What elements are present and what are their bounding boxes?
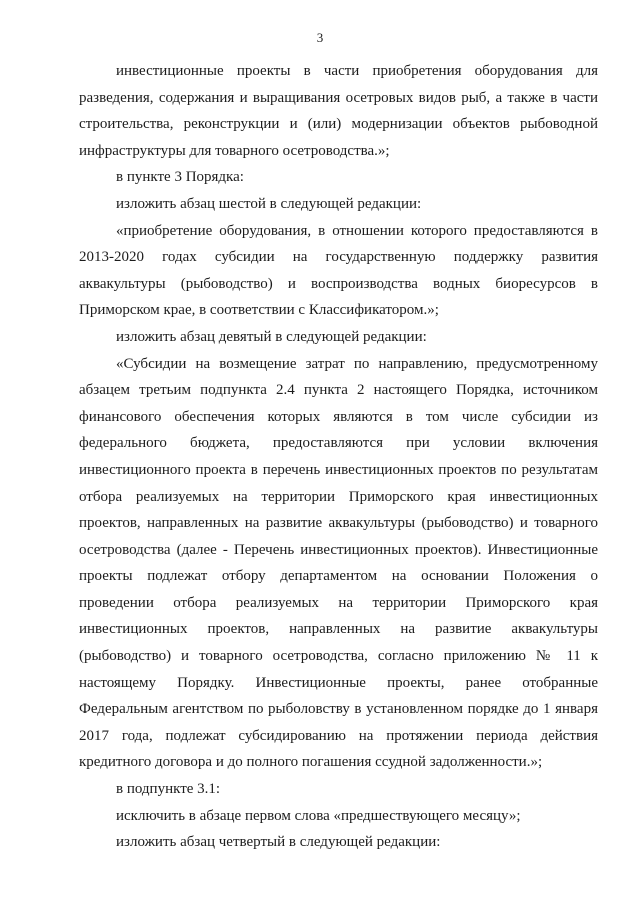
paragraph-subsidies-reimbursement: «Субсидии на возмещение затрат по направлению, предусмотренному абзацем третьим подпункта 2.4 пункта 2 настоящего Порядка, источником финансового обеспечения которых являются в том числе субсидии из федерального бюджета, предоставляются при условии включения инвестиционного проекта в перечень инвестиционных проектов по результатам отбора реализуемых на территории Приморского края инвестиционных проектов, направленных на развитие аквакультуры (рыбоводство) и товарного осетроводства (далее - Перечень инвестиционных проектов). Инвестиционные проекты подлежат отбору департаментом на основании Положения о проведении отбора реализуемых на территории Приморского края инвестиционных проектов, направленных на развитие аквакультуры (рыбоводство) и товарного осетроводства, согласно приложению № 11 к настоящему Порядку. Инвестиционные проекты, ранее отобранные Федеральным агентством по рыболовству в установленном порядке до 1 января 2017 года, подлежат субсидированию на протяжении периода действия кредитного договора и до полного погашения ссудной задолженности.»;	[79, 355, 598, 771]
paragraph-point-3-heading: в пункте 3 Порядка:	[116, 169, 244, 186]
paragraph-investment-projects: инвестиционные проекты в части приобретения оборудования для разведения, содержания и выращивания осетровых видов рыб, а также в части строительства, реконструкции и (или) модернизации объектов рыбоводной инфраструктуры для товарного осетроводства.»;	[79, 63, 598, 159]
document-body	[79, 58, 598, 856]
paragraph-sixth-abzac-instruction: изложить абзац шестой в следующей редакции:	[116, 195, 422, 212]
page-number: 3	[316, 30, 324, 45]
paragraph-subpoint-3-1-heading: в подпункте 3.1:	[116, 781, 221, 798]
paragraph-ninth-abzac-instruction: изложить абзац девятый в следующей редакции:	[116, 328, 427, 345]
paragraph-fourth-abzac-instruction: изложить абзац четвертый в следующей редакции:	[116, 834, 441, 851]
paragraph-exclude-words: исключить в абзаце первом слова «предшествующего месяцу»;	[116, 807, 521, 824]
paragraph-equipment-acquisition: «приобретение оборудования, в отношении которого предоставляются в 2013-2020 годах субсидии на государственную поддержку развития аквакультуры (рыбоводство) и воспроизводства водных биоресурсов в Приморском крае, в соответствии с Классификатором.»;	[79, 222, 598, 319]
